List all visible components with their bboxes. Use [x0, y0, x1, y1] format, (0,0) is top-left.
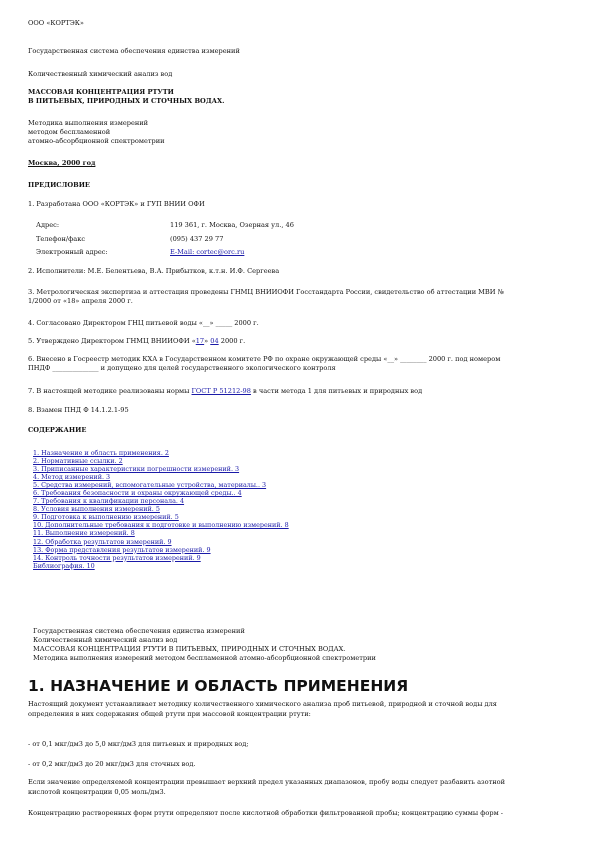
item5-day: 17	[195, 337, 205, 345]
preface-item4: 4. Согласовано Директором ГНЦ питьевой воды «__» _____ 2000 г.	[28, 319, 259, 327]
section1-para2-line2: кислотой концентрации 0,05 моль/дм3.	[28, 788, 166, 796]
running-header-line1: Государственная система обеспечения единства измерений	[33, 627, 245, 635]
preface-item6-line2: ПНДФ ______________ и допущено для целей государственного экологического контроля	[28, 364, 336, 372]
item5-suffix: 2000 г.	[218, 337, 246, 345]
toc-link-11[interactable]: 11. Выполнение измерений. 8	[33, 529, 135, 538]
contents-heading: СОДЕРЖАНИЕ	[28, 426, 87, 434]
section1-para2-line1: Если значение определяемой концентрации превышает верхний предел указанных диапазонов, пробу воды следует разбавить азотной	[28, 778, 506, 786]
preface-item2: 2. Исполнители: М.Е. Белентьева, В.А. Прибытков, к.т.н. И.Ф. Сергеева	[28, 267, 280, 275]
item5-mid: »	[204, 337, 211, 345]
section1-para1-line1: Настоящий документ устанавливает методику количественного химического анализа проб питьевой, природной и сточной воды для	[28, 700, 497, 708]
toc-link-1[interactable]: 1. Назначение и область применения. 2	[33, 449, 169, 457]
toc-link-5[interactable]: 5. Средства измерений, вспомогательные устройства, материалы.. 3	[33, 481, 267, 490]
contact-address-value: 119 361, г. Москва, Озерная ул., 46	[170, 221, 294, 229]
toc-link-2[interactable]: 2. Нормативные ссылки. 2	[33, 457, 123, 466]
section1-range1: - от 0,1 мкг/дм3 до 5,0 мкг/дм3 для питьевых и природных вод;	[28, 740, 249, 748]
analysis-type: Количественный химический анализ вод	[28, 70, 173, 78]
item7-prefix: 7. В настоящей методике реализованы нормы	[28, 387, 192, 395]
preface-heading: ПРЕДИСЛОВИЕ	[28, 181, 90, 189]
item5-month: 04	[210, 337, 219, 345]
preface-item8: 8. Взамен ПНД Ф 14.1.2.1-95	[28, 406, 129, 414]
preface-item3-line2: 1/2000 от «18» апреля 2000 г.	[28, 297, 133, 305]
toc-link-3[interactable]: 3. Приписанные характеристики погрешности измерений. 3	[33, 465, 240, 474]
toc-link-8[interactable]: 8. Условия выполнения измерений. 5	[33, 505, 160, 514]
doc-title-line2: В ПИТЬЕВЫХ, ПРИРОДНЫХ И СТОЧНЫХ ВОДАХ.	[28, 97, 225, 105]
toc-link-bibliography[interactable]: Библиография. 10	[33, 561, 95, 570]
toc-link-13[interactable]: 13. Форма представления результатов измерений. 9	[33, 545, 211, 554]
contact-email-link[interactable]: E-Mail: cortec@orc.ru	[170, 248, 245, 256]
section1-para3: Концентрацию растворенных форм ртути определяют после кислотной обработки фильтрованной пробы; концентрацию суммы форм -	[28, 809, 504, 817]
preface-item6-line1: 6. Внесено в Госреестр методик КХА в Государственном комитете РФ по охране окружающей среды «__» ________ 2000 г. под номером	[28, 355, 501, 363]
item7-suffix: в части метода 1 для питьевых и природных вод	[250, 387, 423, 395]
section1-range2: - от 0,2 мкг/дм3 до 20 мкг/дм3 для сточных вод.	[28, 760, 196, 768]
table-of-contents	[33, 449, 323, 570]
org-name: ООО «КОРТЭК»	[28, 19, 84, 27]
toc-link-7[interactable]: 7. Требования к квалификации персонала. 4	[33, 497, 185, 506]
toc-link-6[interactable]: 6. Требования безопасности и охраны окружающей среды.. 4	[33, 489, 242, 498]
running-header-line2: Количественный химический анализ вод	[33, 636, 178, 644]
preface-item7	[28, 387, 422, 395]
running-header-line4: Методика выполнения измерений методом беспламенной атомно-абсорбционной спектрометрии	[33, 654, 376, 662]
section1-para1-line2: определения в них содержания общей ртути при массовой концентрации ртути:	[28, 710, 311, 718]
doc-title-line1: МАССОВАЯ КОНЦЕНТРАЦИЯ РТУТИ	[28, 88, 174, 96]
toc-link-4[interactable]: 4. Метод измерений. 3	[33, 473, 111, 482]
section1-heading: 1. НАЗНАЧЕНИЕ И ОБЛАСТЬ ПРИМЕНЕНИЯ	[28, 677, 409, 695]
contact-email-label: Электронный адрес:	[36, 248, 108, 256]
method-line3: атомно-абсорбционной спектрометрии	[28, 137, 165, 145]
toc-link-12[interactable]: 12. Обработка результатов измерений. 9	[33, 537, 172, 546]
method-line1: Методика выполнения измерений	[28, 119, 149, 127]
contact-phone-value: (095) 437 29 77	[170, 235, 224, 243]
preface-item1: 1. Разработана ООО «КОРТЭК» и ГУП ВНИИ ОФИ	[28, 200, 205, 208]
contact-phone-label: Телефон/факс	[36, 235, 86, 243]
gost-link[interactable]: ГОСТ Р 51212-98	[191, 387, 251, 395]
contact-address-label: Адрес:	[36, 221, 60, 229]
toc-link-14[interactable]: 14. Контроль точности результатов измерений. 9	[33, 553, 201, 562]
toc-link-10[interactable]: 10. Дополнительные требования к подготовке и выполнению измерений. 8	[33, 521, 289, 530]
preface-item3-line1: 3. Метрологическая экспертиза и аттестация проведены ГНМЦ ВНИИОФИ Госстандарта России, свидетельство об аттестации МВИ №	[28, 288, 504, 296]
running-header-line3: МАССОВАЯ КОНЦЕНТРАЦИЯ РТУТИ В ПИТЬЕВЫХ, ПРИРОДНЫХ И СТОЧНЫХ ВОДАХ.	[33, 645, 346, 653]
method-line2: методом беспламенной	[28, 128, 111, 136]
item5-prefix: 5. Утверждено Директором ГНМЦ ВНИИОФИ «	[28, 337, 196, 345]
toc-link-9[interactable]: 9. Подготовка к выполнению измерений. 5	[33, 513, 179, 522]
city-year: Москва, 2000 год	[28, 159, 96, 167]
preface-item5	[28, 337, 245, 345]
system-name: Государственная система обеспечения единства измерений	[28, 47, 240, 55]
